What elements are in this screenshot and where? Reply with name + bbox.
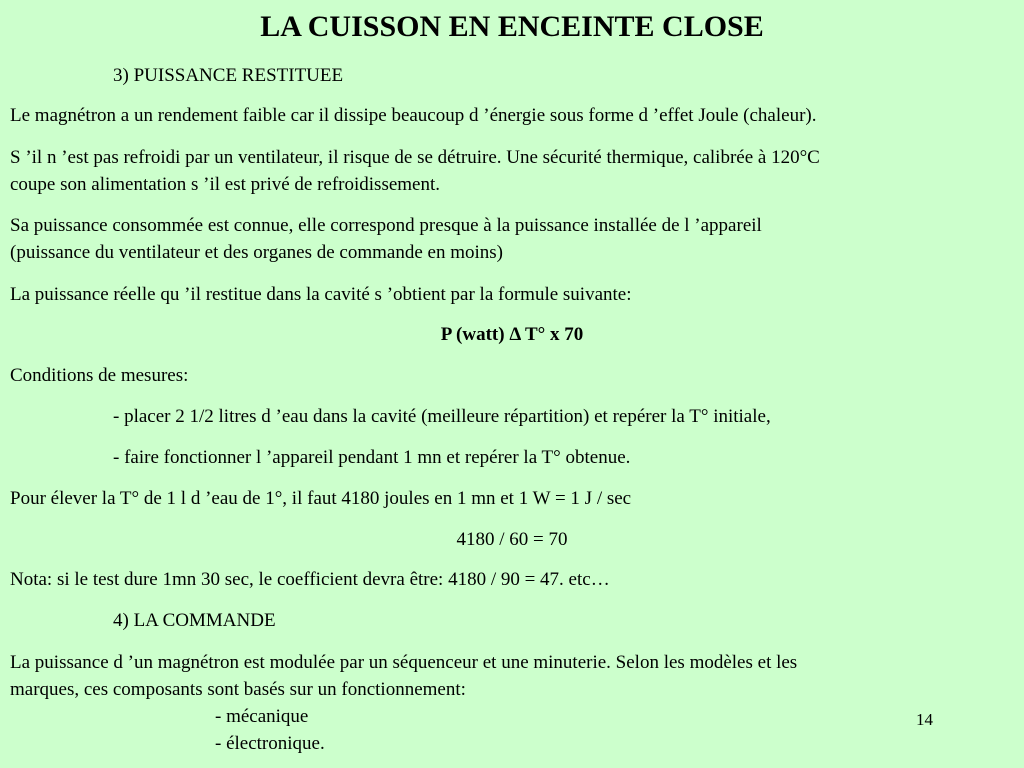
paragraph-formule-intro: La puissance réelle qu ’il restitue dans la cavité s ’obtient par la formule suivante: — [10, 284, 632, 305]
list-item-electronique: - électronique. — [215, 733, 325, 754]
paragraph-rendement: Le magnétron a un rendement faible car il dissipe beaucoup d ’énergie sous forme d ’effet Joule (chaleur). — [10, 105, 817, 126]
page-number: 14 — [916, 710, 933, 729]
section-heading-commande: 4) LA COMMANDE — [113, 610, 276, 631]
paragraph-puissance-consommee-line2: (puissance du ventilateur et des organes de commande en moins) — [10, 242, 503, 263]
paragraph-refroidissement-line2: coupe son alimentation s ’il est privé de refroidissement. — [10, 174, 441, 195]
paragraph-puissance-consommee-line1: Sa puissance consommée est connue, elle correspond presque à la puissance installée de l ’appareil — [10, 215, 762, 236]
list-item-mecanique: - mécanique — [215, 706, 309, 727]
calculation: 4180 / 60 = 70 — [456, 529, 568, 550]
formula: P (watt) Δ T° x 70 — [440, 324, 584, 345]
paragraph-commande-line2: marques, ces composants sont basés sur un fonctionnement: — [10, 679, 466, 700]
section-heading-puissance: 3) PUISSANCE RESTITUEE — [113, 65, 344, 86]
paragraph-refroidissement-line1: S ’il n ’est pas refroidi par un ventilateur, il risque de se détruire. Une sécurité thermique, calibrée à 120°C — [10, 147, 820, 168]
paragraph-joules: Pour élever la T° de 1 l d ’eau de 1°, il faut 4180 joules en 1 mn et 1 W = 1 J / sec — [10, 488, 632, 509]
slide-title: LA CUISSON EN ENCEINTE CLOSE — [260, 10, 764, 43]
condition-item-1: - placer 2 1/2 litres d ’eau dans la cavité (meilleure répartition) et repérer la T° initiale, — [113, 406, 771, 427]
condition-item-2: - faire fonctionner l ’appareil pendant 1 mn et repérer la T° obtenue. — [113, 447, 631, 468]
nota: Nota: si le test dure 1mn 30 sec, le coefficient devra être: 4180 / 90 = 47. etc… — [10, 569, 610, 590]
conditions-label: Conditions de mesures: — [10, 365, 189, 386]
paragraph-commande-line1: La puissance d ’un magnétron est modulée par un séquenceur et une minuterie. Selon les modèles et les — [10, 652, 798, 673]
